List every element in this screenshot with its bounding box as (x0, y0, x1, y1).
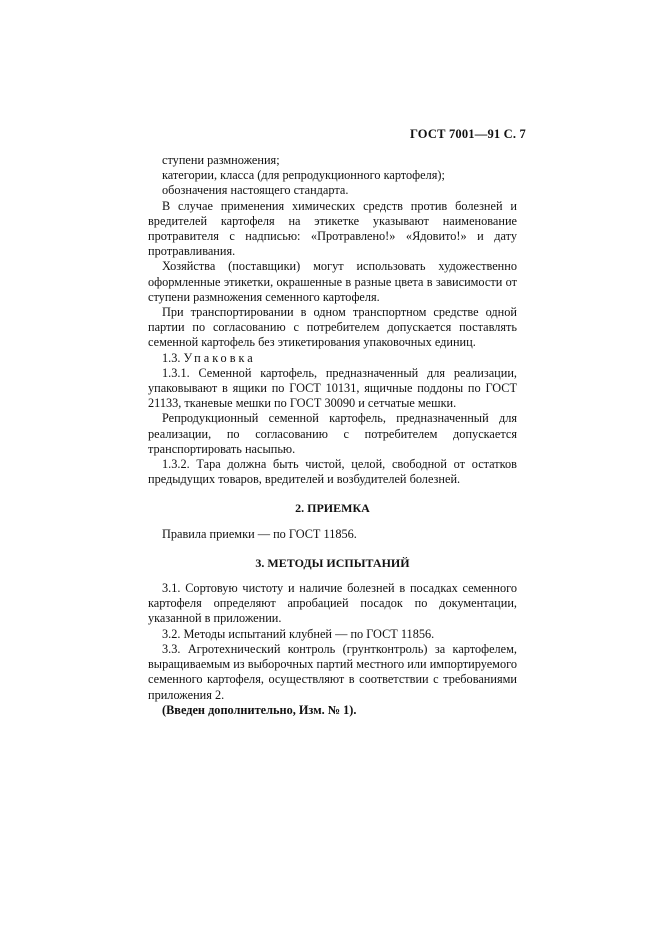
paragraph-3-1: 3.1. Сортовую чистоту и наличие болезней в посадках семенного картофеля определяют апробацией посадок по документации, указанной в приложении. (148, 581, 517, 626)
paragraph-chemicals: В случае применения химических средств против болезней и вредителей картофеля на этикетке указывают наименование протравителя с надписью: «Протравлено!» «Ядовито!» и дату протравливания. (148, 198, 517, 259)
paragraph-1-3-2: 1.3.2. Тара должна быть чистой, целой, свободной от остатков предыдущих товаров, вредителей и возбудителей болезней. (148, 457, 517, 487)
section-title: Упаковка (183, 350, 256, 365)
paragraph-3-2: 3.2. Методы испытаний клубней — по ГОСТ 11856. (162, 626, 435, 641)
paragraph-3-3: 3.3. Агротехнический контроль (грунтконтроль) за картофелем, выращиваемым из выборочных партий местного или импортируемого семенного картофеля, осуществляют в соответствии с требованиями приложения 2. (148, 641, 517, 702)
section-3-heading: 3. МЕТОДЫ ИСПЫТАНИЙ (255, 555, 410, 570)
page-header: ГОСТ 7001—91 С. 7 (409, 127, 526, 141)
paragraph-transport: При транспортировании в одном транспортном средстве одной партии по согласованию с потребителем допускается поставлять семенной картофель без этикетирования упаковочных единиц. (148, 305, 517, 350)
paragraph-1-3-1b: Репродукционный семенной картофель, предназначенный для реализации, по согласованию с потребителем допускается транспортировать насыпью. (148, 411, 517, 456)
paragraph-labels: Хозяйства (поставщики) могут использовать художественно оформленные этикетки, окрашенные в разные цвета в зависимости от ступени размножения семенного картофеля. (148, 259, 517, 304)
amendment-note: (Введен дополнительно, Изм. № 1). (162, 702, 357, 717)
list-line: обозначения настоящего стандарта. (162, 183, 349, 198)
section-1-3-heading (148, 351, 517, 366)
paragraph-acceptance: Правила приемки — по ГОСТ 11856. (162, 526, 357, 541)
document-body (148, 153, 517, 718)
paragraph-1-3-1: 1.3.1. Семенной картофель, предназначенный для реализации, упаковывают в ящики по ГОСТ 10131, ящичные поддоны по ГОСТ 21133, тканевые мешки по ГОСТ 30090 и сетчатые мешки. (148, 365, 517, 411)
list-line: категории, класса (для репродукционного картофеля); (162, 168, 445, 183)
section-2-heading: 2. ПРИЕМКА (295, 501, 370, 516)
section-number: 1.3. (162, 350, 181, 365)
list-line: ступени размножения; (162, 153, 280, 167)
